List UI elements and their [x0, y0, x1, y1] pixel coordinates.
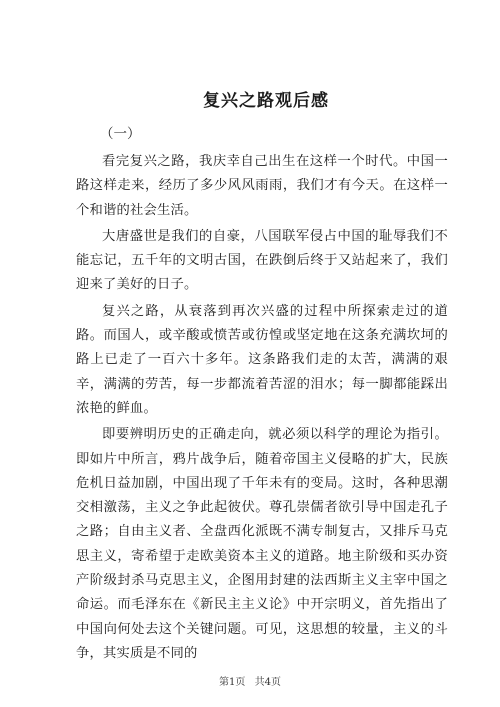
- section-label: （一）: [100, 126, 141, 142]
- page-total: 共4页: [254, 677, 281, 688]
- page-footer: [0, 676, 500, 690]
- page-number: 第1页: [219, 677, 246, 688]
- paragraph-2: 大唐盛世是我们的自豪，八国联军侵占中国的耻辱我们不能忘记，五千年的文明古国，在跌倒后终于又站起来了，我们迎来了美好的日子。: [76, 228, 448, 293]
- paragraph-1: 看完复兴之路，我庆幸自己出生在这样一个时代。中国一路这样走来，经历了多少风风雨雨，我们才有今天。在这样一个和谐的社会生活。: [76, 154, 448, 218]
- document-title: 复兴之路观后感: [203, 91, 329, 111]
- paragraph-4: 即要辨明历史的正确走向，就必须以科学的理论为指引。即如片中所言，鸦片战争后，随着帝国主义侵略的扩大，民族危机日益加剧，中国出现了千年未有的变局。这时，各种思潮交相激荡，主义之争此起彼伏。尊孔崇儒者欲引导中国走孔子之路；自由主义者、全盘西化派既不满专制复古，又排斥马克思主义，寄希望于走欧美资本主义的道路。地主阶级和买办资产阶级封杀马克思主义，企图用封建的法西斯主义主宰中国之命运。而毛泽东在《新民主主义论》中开宗明义，首先指出了中国向何处去这个关键问题。可见，这思想的较量，主义的斗争，其实质是不同的: [76, 427, 448, 661]
- paragraph-3: 复兴之路，从衰落到再次兴盛的过程中所探索走过的道路。而国人，或辛酸或愤苦或彷惶或坚定地在这条充满坎坷的路上已走了一百六十多年。这条路我们走的太苦，满满的艰辛，满满的劳苦，每一步都流着苦涩的泪水；每一脚都能踩出浓艳的鲜血。: [76, 303, 448, 416]
- document-body: [76, 150, 448, 666]
